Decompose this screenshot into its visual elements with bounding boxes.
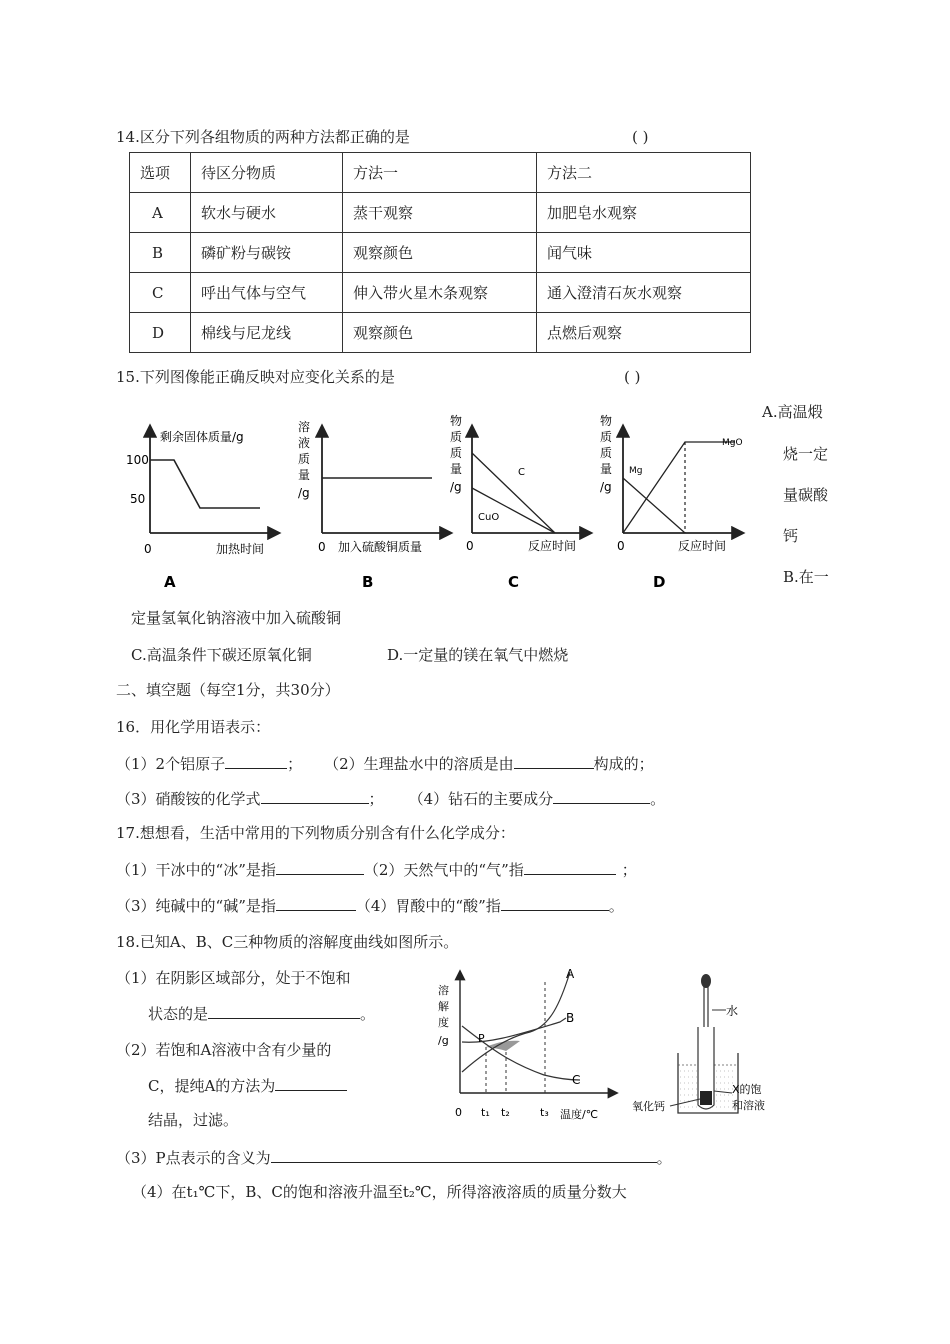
graph-d	[600, 413, 743, 591]
table-cell: 软水与硬水	[191, 193, 343, 233]
q16-item-4: （4）钻石的主要成分	[408, 790, 554, 808]
graph-d-ylabel: /g	[600, 480, 612, 494]
graph-d-ylabel: 量	[600, 462, 613, 476]
q15-option-a: 烧一定	[783, 445, 829, 463]
curve-ylabel: /g	[438, 1034, 449, 1047]
q15-option-a: 量碳酸	[783, 486, 829, 504]
curve-label-a: A	[566, 967, 575, 981]
q15-answer-paren: ( )	[624, 368, 641, 386]
graph-d-curve-mgo: MgO	[722, 438, 743, 448]
q15-stem: 15.下列图像能正确反映对应变化关系的是	[116, 368, 395, 386]
q15-graphs	[110, 405, 760, 600]
q15-option-a: 钙	[783, 527, 799, 545]
q16-line-1	[116, 753, 654, 774]
graph-d-ylabel: 物	[600, 414, 613, 428]
label-x-solution: X的饱	[732, 1083, 762, 1096]
q17-item-4-end: 。	[608, 897, 624, 915]
graph-c	[450, 413, 590, 591]
table-header-cell: 选项	[130, 153, 191, 193]
graph-a-tick-100: 100	[126, 453, 149, 467]
graph-c-curve-cuo: CuO	[478, 512, 500, 523]
table-header-cell: 方法一	[343, 153, 537, 193]
q18-item-2b: C，提纯A的方法为	[148, 1077, 276, 1095]
graph-d-origin: 0	[617, 539, 625, 553]
q18-item-2a: （2）若饱和A溶液中含有少量的	[116, 1041, 332, 1059]
q18-line-2b	[148, 1075, 347, 1096]
label-calcium-oxide: 氧化钙	[632, 1100, 665, 1113]
curve-tick-t3: t₃	[540, 1106, 549, 1119]
graph-b	[298, 419, 450, 591]
graph-a	[126, 427, 278, 591]
graph-c-ylabel: 量	[450, 462, 463, 476]
graph-b-xlabel: 加入硫酸铜质量	[338, 540, 423, 554]
graph-d-label: D	[653, 573, 666, 591]
curve-xlabel: 温度/℃	[560, 1108, 599, 1121]
graph-b-origin: 0	[318, 540, 326, 554]
q18-item-1a: （1）在阴影区域部分，处于不饱和	[116, 969, 351, 987]
q17-line-2	[116, 895, 624, 916]
graph-c-ylabel: 质	[450, 430, 463, 444]
graph-c-ylabel: 物	[450, 414, 463, 428]
q16-item-2-end: 构成的；	[593, 755, 654, 773]
q14-answer-paren: ( )	[632, 128, 649, 146]
curve-ylabel: 溶	[438, 984, 449, 997]
graph-a-ylabel: 剩余固体质量/g	[160, 430, 244, 444]
q18-item-1b: 状态的是	[148, 1005, 209, 1023]
graph-c-ylabel: 质	[450, 446, 463, 460]
q18-item-3: （3）P点表示的含义为	[116, 1149, 271, 1167]
table-row	[130, 193, 751, 233]
table-cell: 伸入带火星木条观察	[343, 273, 537, 313]
graph-a-xlabel: 加热时间	[216, 542, 265, 556]
curve-label-b: B	[566, 1011, 575, 1025]
graph-d-ylabel: 质	[600, 430, 613, 444]
curve-tick-t1: t₁	[481, 1106, 490, 1119]
graph-b-ylabel: 量	[298, 468, 311, 482]
q17-item-1: （1）干冰中的“冰”是指	[116, 861, 276, 879]
graph-a-tick-50: 50	[130, 492, 146, 506]
graph-b-label: B	[362, 573, 374, 591]
q17-item-2: （2）天然气中的“气”指	[363, 861, 524, 879]
q16-item-2: （2）生理盐水中的溶质是由	[324, 755, 514, 773]
answer-blank[interactable]	[271, 1147, 657, 1163]
q15-option-c: C.高温条件下碳还原氧化铜	[131, 646, 312, 664]
graph-b-ylabel: 液	[298, 436, 311, 450]
q15-option-a: A.高温煅	[762, 403, 823, 421]
answer-blank[interactable]	[276, 895, 356, 911]
q15-option-d: D.一定量的镁在氧气中燃烧	[387, 646, 569, 664]
q15-option-b: B.在一	[783, 568, 829, 586]
q18-item-2c: 结晶，过滤。	[148, 1111, 239, 1129]
label-water: 水	[726, 1004, 739, 1018]
q16-item-3-end: ；	[368, 790, 384, 808]
table-cell: A	[130, 193, 191, 233]
graph-c-xlabel: 反应时间	[528, 539, 577, 553]
curve-tick-t2: t₂	[501, 1106, 510, 1119]
graph-c-origin: 0	[466, 539, 474, 553]
table-cell: 蒸干观察	[343, 193, 537, 233]
answer-blank[interactable]	[225, 753, 287, 769]
q16-stem: 16．用化学用语表示：	[116, 718, 271, 736]
curve-point-p: P	[478, 1032, 485, 1045]
table-row	[130, 313, 751, 353]
q16-item-1-end: ；	[287, 755, 303, 773]
q18-line-3	[116, 1147, 672, 1168]
table-cell: C	[130, 273, 191, 313]
q14-stem: 14.区分下列各组物质的两种方法都正确的是	[116, 128, 410, 146]
q17-item-3: （3）纯碱中的“碱”是指	[116, 897, 276, 915]
answer-blank[interactable]	[275, 1075, 347, 1091]
graph-d-curve-mg: Mg	[629, 466, 643, 476]
graph-b-ylabel: /g	[298, 486, 310, 500]
q17-line-1	[116, 859, 637, 880]
q18-item-1-end: 。	[360, 1005, 376, 1023]
graph-c-curve-c: C	[518, 467, 525, 478]
table-cell: 磷矿粉与碳铵	[191, 233, 343, 273]
q16-line-2	[116, 788, 665, 809]
q16-item-1: （1）2个铝原子	[116, 755, 226, 773]
q15-option-b: 定量氢氧化钠溶液中加入硫酸铜	[131, 609, 342, 627]
graph-b-ylabel: 质	[298, 452, 311, 466]
graph-d-xlabel: 反应时间	[678, 539, 727, 553]
graph-c-ylabel: /g	[450, 480, 462, 494]
answer-blank[interactable]	[553, 788, 650, 804]
dropper-bulb-icon	[701, 974, 711, 988]
table-cell: 棉线与尼龙线	[191, 313, 343, 353]
answer-blank[interactable]	[501, 895, 609, 911]
table-cell: 呼出气体与空气	[191, 273, 343, 313]
curve-origin: 0	[455, 1106, 462, 1119]
q18-stem: 18.已知A、B、C三种物质的溶解度曲线如图所示。	[116, 933, 459, 951]
q16-item-4-end: 。	[650, 790, 666, 808]
table-cell: B	[130, 233, 191, 273]
answer-blank[interactable]	[524, 859, 616, 875]
graph-d-ylabel: 质	[600, 446, 613, 460]
answer-blank[interactable]	[261, 788, 369, 804]
graph-b-ylabel: 溶	[298, 420, 311, 434]
table-cell: 观察颜色	[343, 233, 537, 273]
section-heading: 二、填空题（每空1分，共30分）	[116, 681, 340, 699]
q18-item-3-end: 。	[656, 1149, 672, 1167]
table-cell: 点燃后观察	[537, 313, 751, 353]
table-cell: 通入澄清石灰水观察	[537, 273, 751, 313]
q14-table	[129, 152, 751, 353]
table-header-row	[130, 153, 751, 193]
answer-blank[interactable]	[208, 1003, 360, 1019]
q17-item-2-end: ；	[621, 861, 637, 879]
table-cell: 观察颜色	[343, 313, 537, 353]
q17-item-4: （4）胃酸中的“酸”指	[355, 897, 501, 915]
table-header-cell: 方法二	[537, 153, 751, 193]
table-cell: D	[130, 313, 191, 353]
graph-c-label: C	[508, 573, 520, 591]
curve-ylabel: 解	[438, 1000, 449, 1013]
table-row	[130, 273, 751, 313]
label-x-solution: 和溶液	[732, 1099, 765, 1112]
table-row	[130, 233, 751, 273]
answer-blank[interactable]	[276, 859, 364, 875]
curve-label-c: C	[572, 1073, 581, 1087]
graph-a-origin: 0	[144, 542, 152, 556]
beaker-apparatus-diagram	[628, 965, 788, 1125]
table-cell: 加肥皂水观察	[537, 193, 751, 233]
q16-item-3: （3）硝酸铵的化学式	[116, 790, 261, 808]
q18-line-1b	[148, 1003, 375, 1024]
table-cell: 闻气味	[537, 233, 751, 273]
solubility-curve-diagram	[420, 960, 620, 1130]
graph-a-label: A	[164, 573, 176, 591]
q18-item-4: （4）在t₁℃下，B、C的饱和溶液升温至t₂℃，所得溶液溶质的质量分数大	[132, 1183, 627, 1201]
answer-blank[interactable]	[514, 753, 594, 769]
table-header-cell: 待区分物质	[191, 153, 343, 193]
q17-stem: 17.想想看，生活中常用的下列物质分别含有什么化学成分：	[116, 824, 515, 842]
curve-ylabel: 度	[438, 1016, 449, 1029]
